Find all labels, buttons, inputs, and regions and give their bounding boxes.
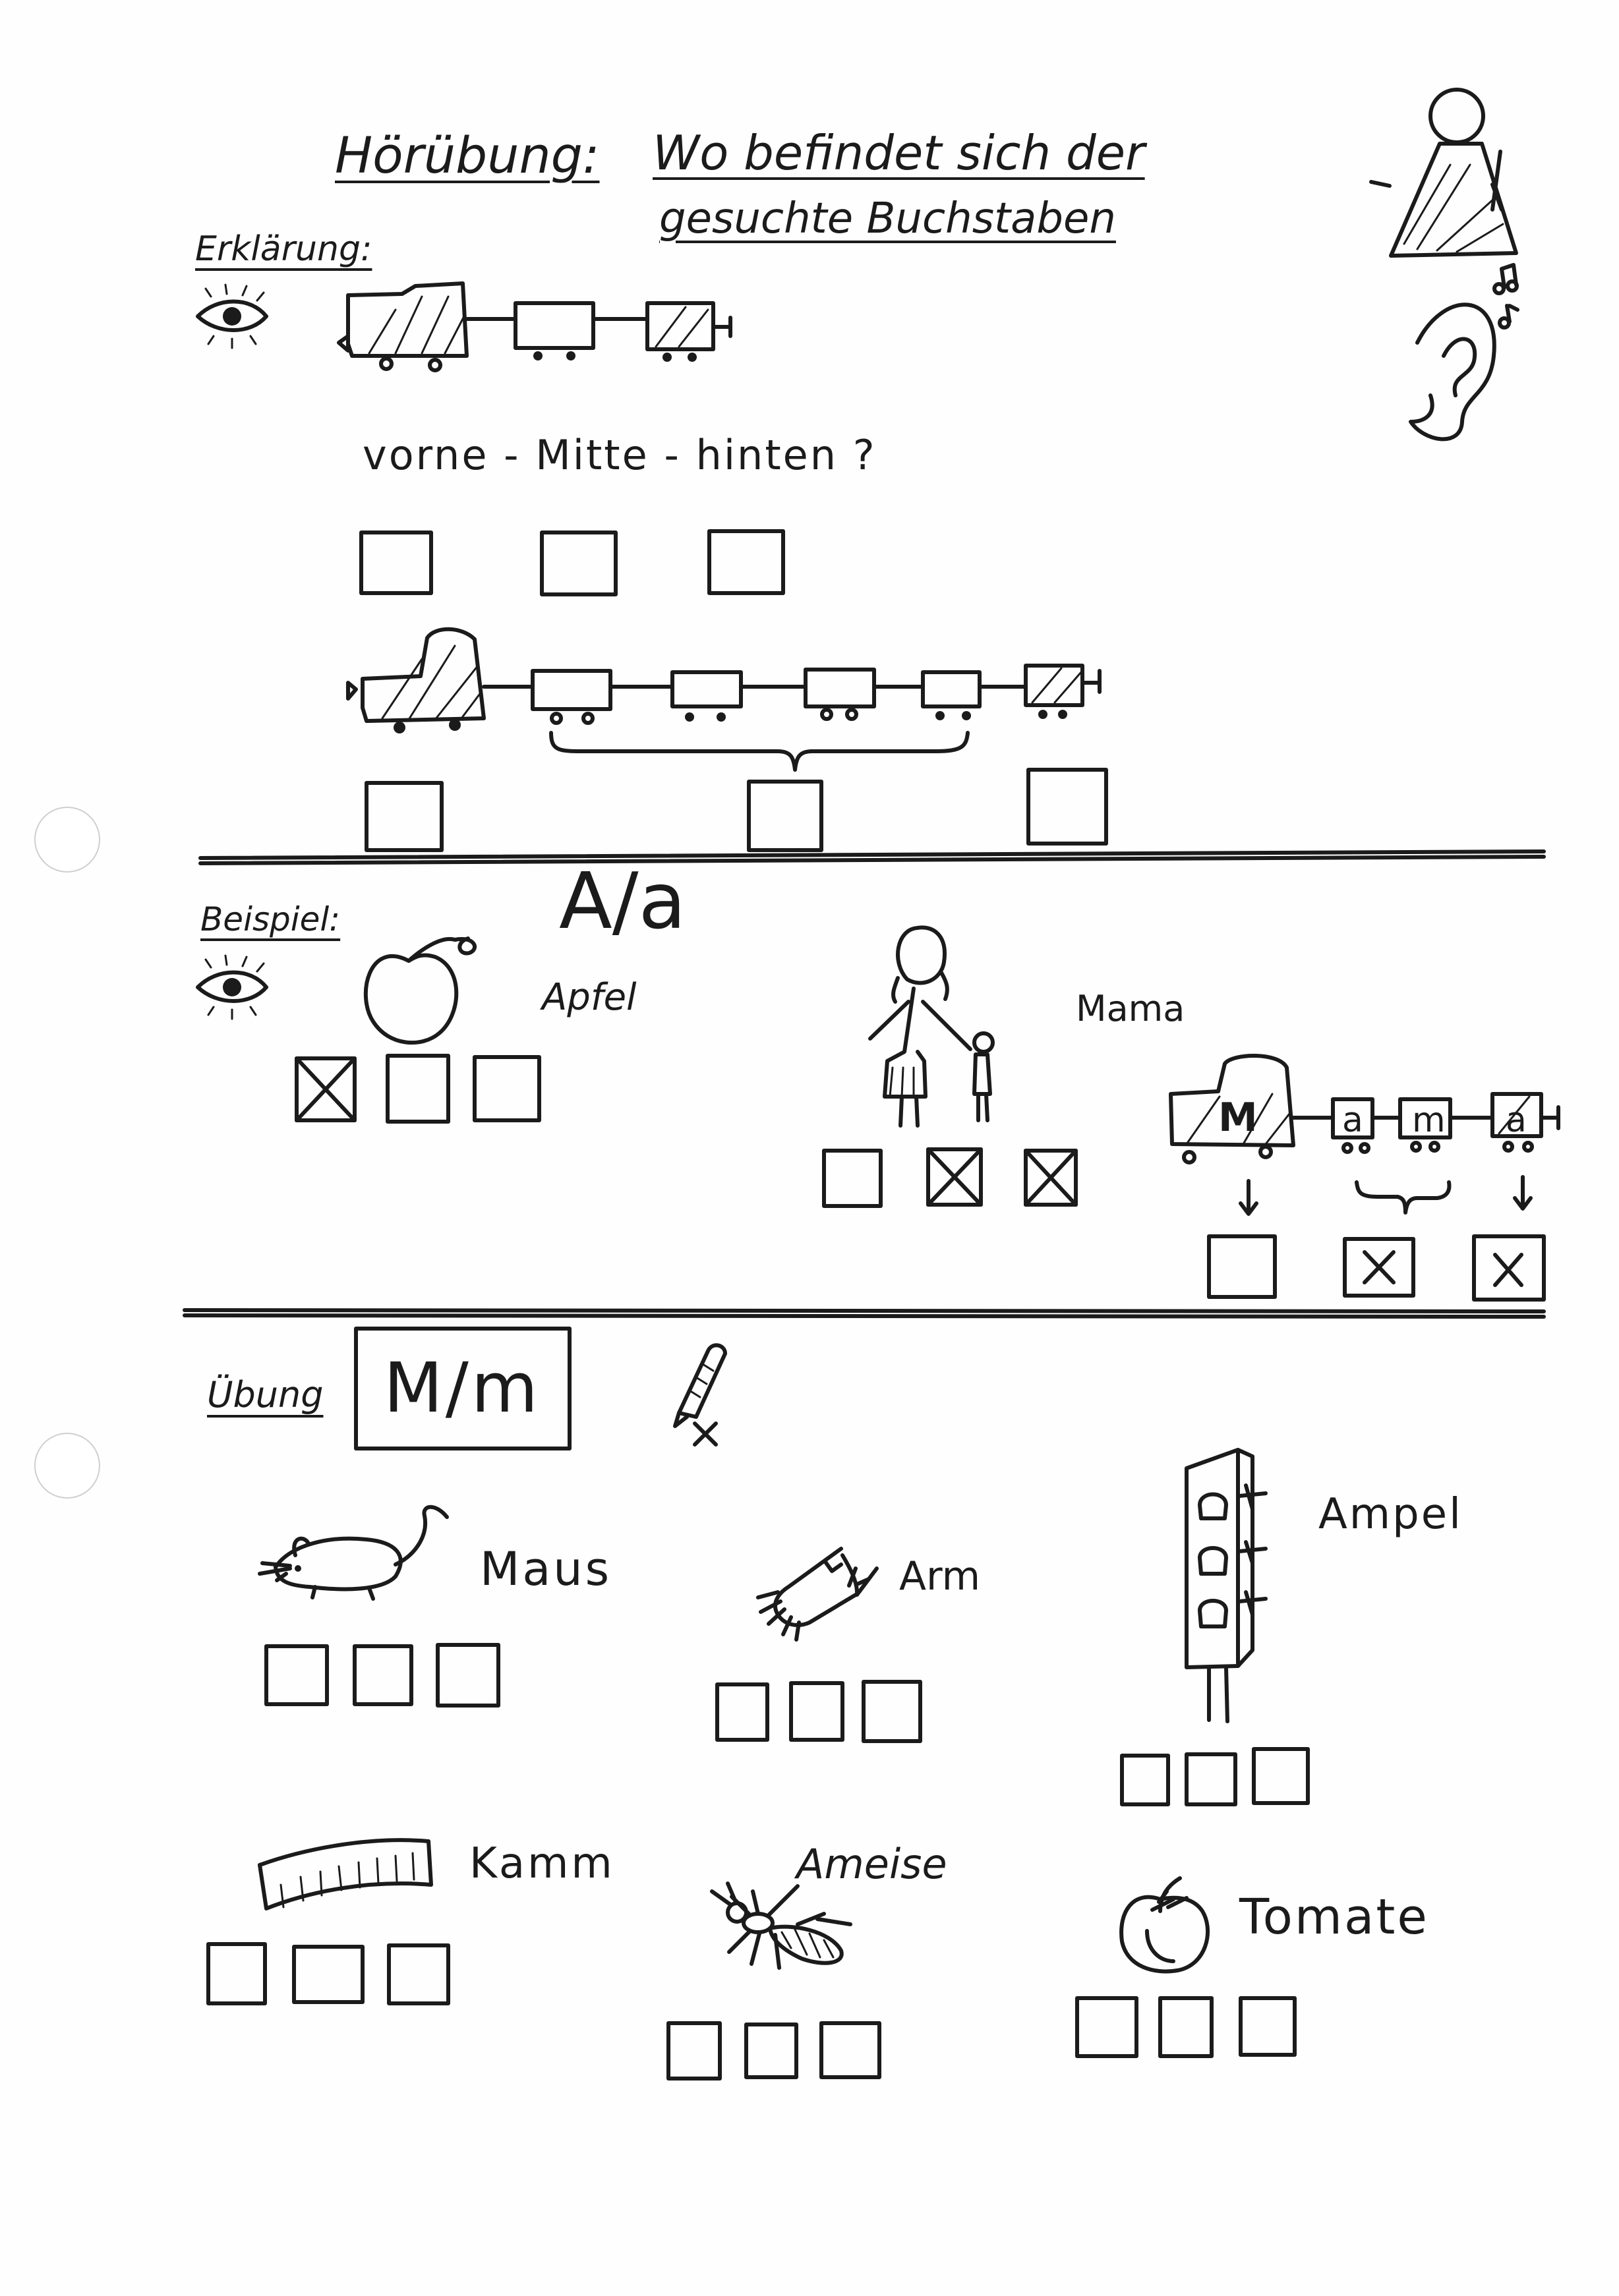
train-letter-1: M <box>1218 1095 1258 1141</box>
train-icon <box>348 629 1100 770</box>
word-maus: Maus <box>480 1542 612 1596</box>
tomato-icon <box>1121 1878 1208 1971</box>
title-part1: Hörübung: <box>335 126 600 185</box>
example-label: Beispiel: <box>200 900 341 938</box>
section-divider <box>200 851 1544 863</box>
answer-boxes-maus <box>266 1645 498 1706</box>
exercise-letter: M/m <box>384 1348 541 1428</box>
arm-icon <box>758 1549 877 1640</box>
answer-boxes-mama <box>824 1149 1076 1206</box>
train-letter-3: m <box>1412 1101 1446 1140</box>
position-question: vorne - Mitte - hinten ? <box>363 431 877 479</box>
apple-icon <box>366 938 475 1043</box>
example-letter: A/a <box>559 855 686 946</box>
answer-boxes-ampel <box>1122 1749 1308 1804</box>
eye-icon <box>198 285 266 348</box>
mother-child-icon <box>870 927 993 1126</box>
traffic-light-icon <box>1187 1450 1266 1721</box>
word-apfel: Apfel <box>542 976 637 1019</box>
answer-boxes-tomate <box>1077 1998 1295 2056</box>
ant-icon <box>712 1883 850 1968</box>
train-icon <box>339 283 730 370</box>
answer-boxes-train <box>1209 1236 1544 1300</box>
answer-boxes-arm <box>717 1682 920 1741</box>
music-notes-icon <box>1494 265 1517 328</box>
answer-boxes-kamm <box>208 1944 448 2003</box>
mouse-icon <box>260 1507 447 1599</box>
word-mama: Mama <box>1076 988 1185 1029</box>
title-part2: Wo befindet sich der <box>653 125 1145 181</box>
train-letter-2: a <box>1342 1101 1363 1140</box>
answer-boxes-apfel <box>297 1056 539 1122</box>
comb-icon <box>260 1840 431 1909</box>
train-letter-4: a <box>1506 1101 1527 1140</box>
exercise-label: Übung <box>207 1374 324 1416</box>
answer-boxes-row1 <box>361 531 783 594</box>
title-part3: gesuchte Buchstaben <box>659 194 1116 243</box>
answer-boxes-ameise <box>668 2023 879 2079</box>
word-ampel: Ampel <box>1318 1490 1463 1539</box>
section-divider <box>185 1310 1544 1317</box>
eye-icon <box>198 956 266 1019</box>
word-arm: Arm <box>899 1553 981 1599</box>
teacher-icon <box>1371 90 1516 256</box>
ear-icon <box>1411 304 1494 439</box>
word-tomate: Tomate <box>1239 1889 1429 1945</box>
word-kamm: Kamm <box>469 1839 615 1888</box>
answer-boxes-row2 <box>367 770 1106 850</box>
exercise-letter-frame <box>356 1329 570 1449</box>
word-ameise: Ameise <box>796 1840 947 1888</box>
explanation-label: Erklärung: <box>195 229 372 269</box>
train-icon <box>1171 1056 1558 1214</box>
pencil-icon <box>675 1345 725 1445</box>
